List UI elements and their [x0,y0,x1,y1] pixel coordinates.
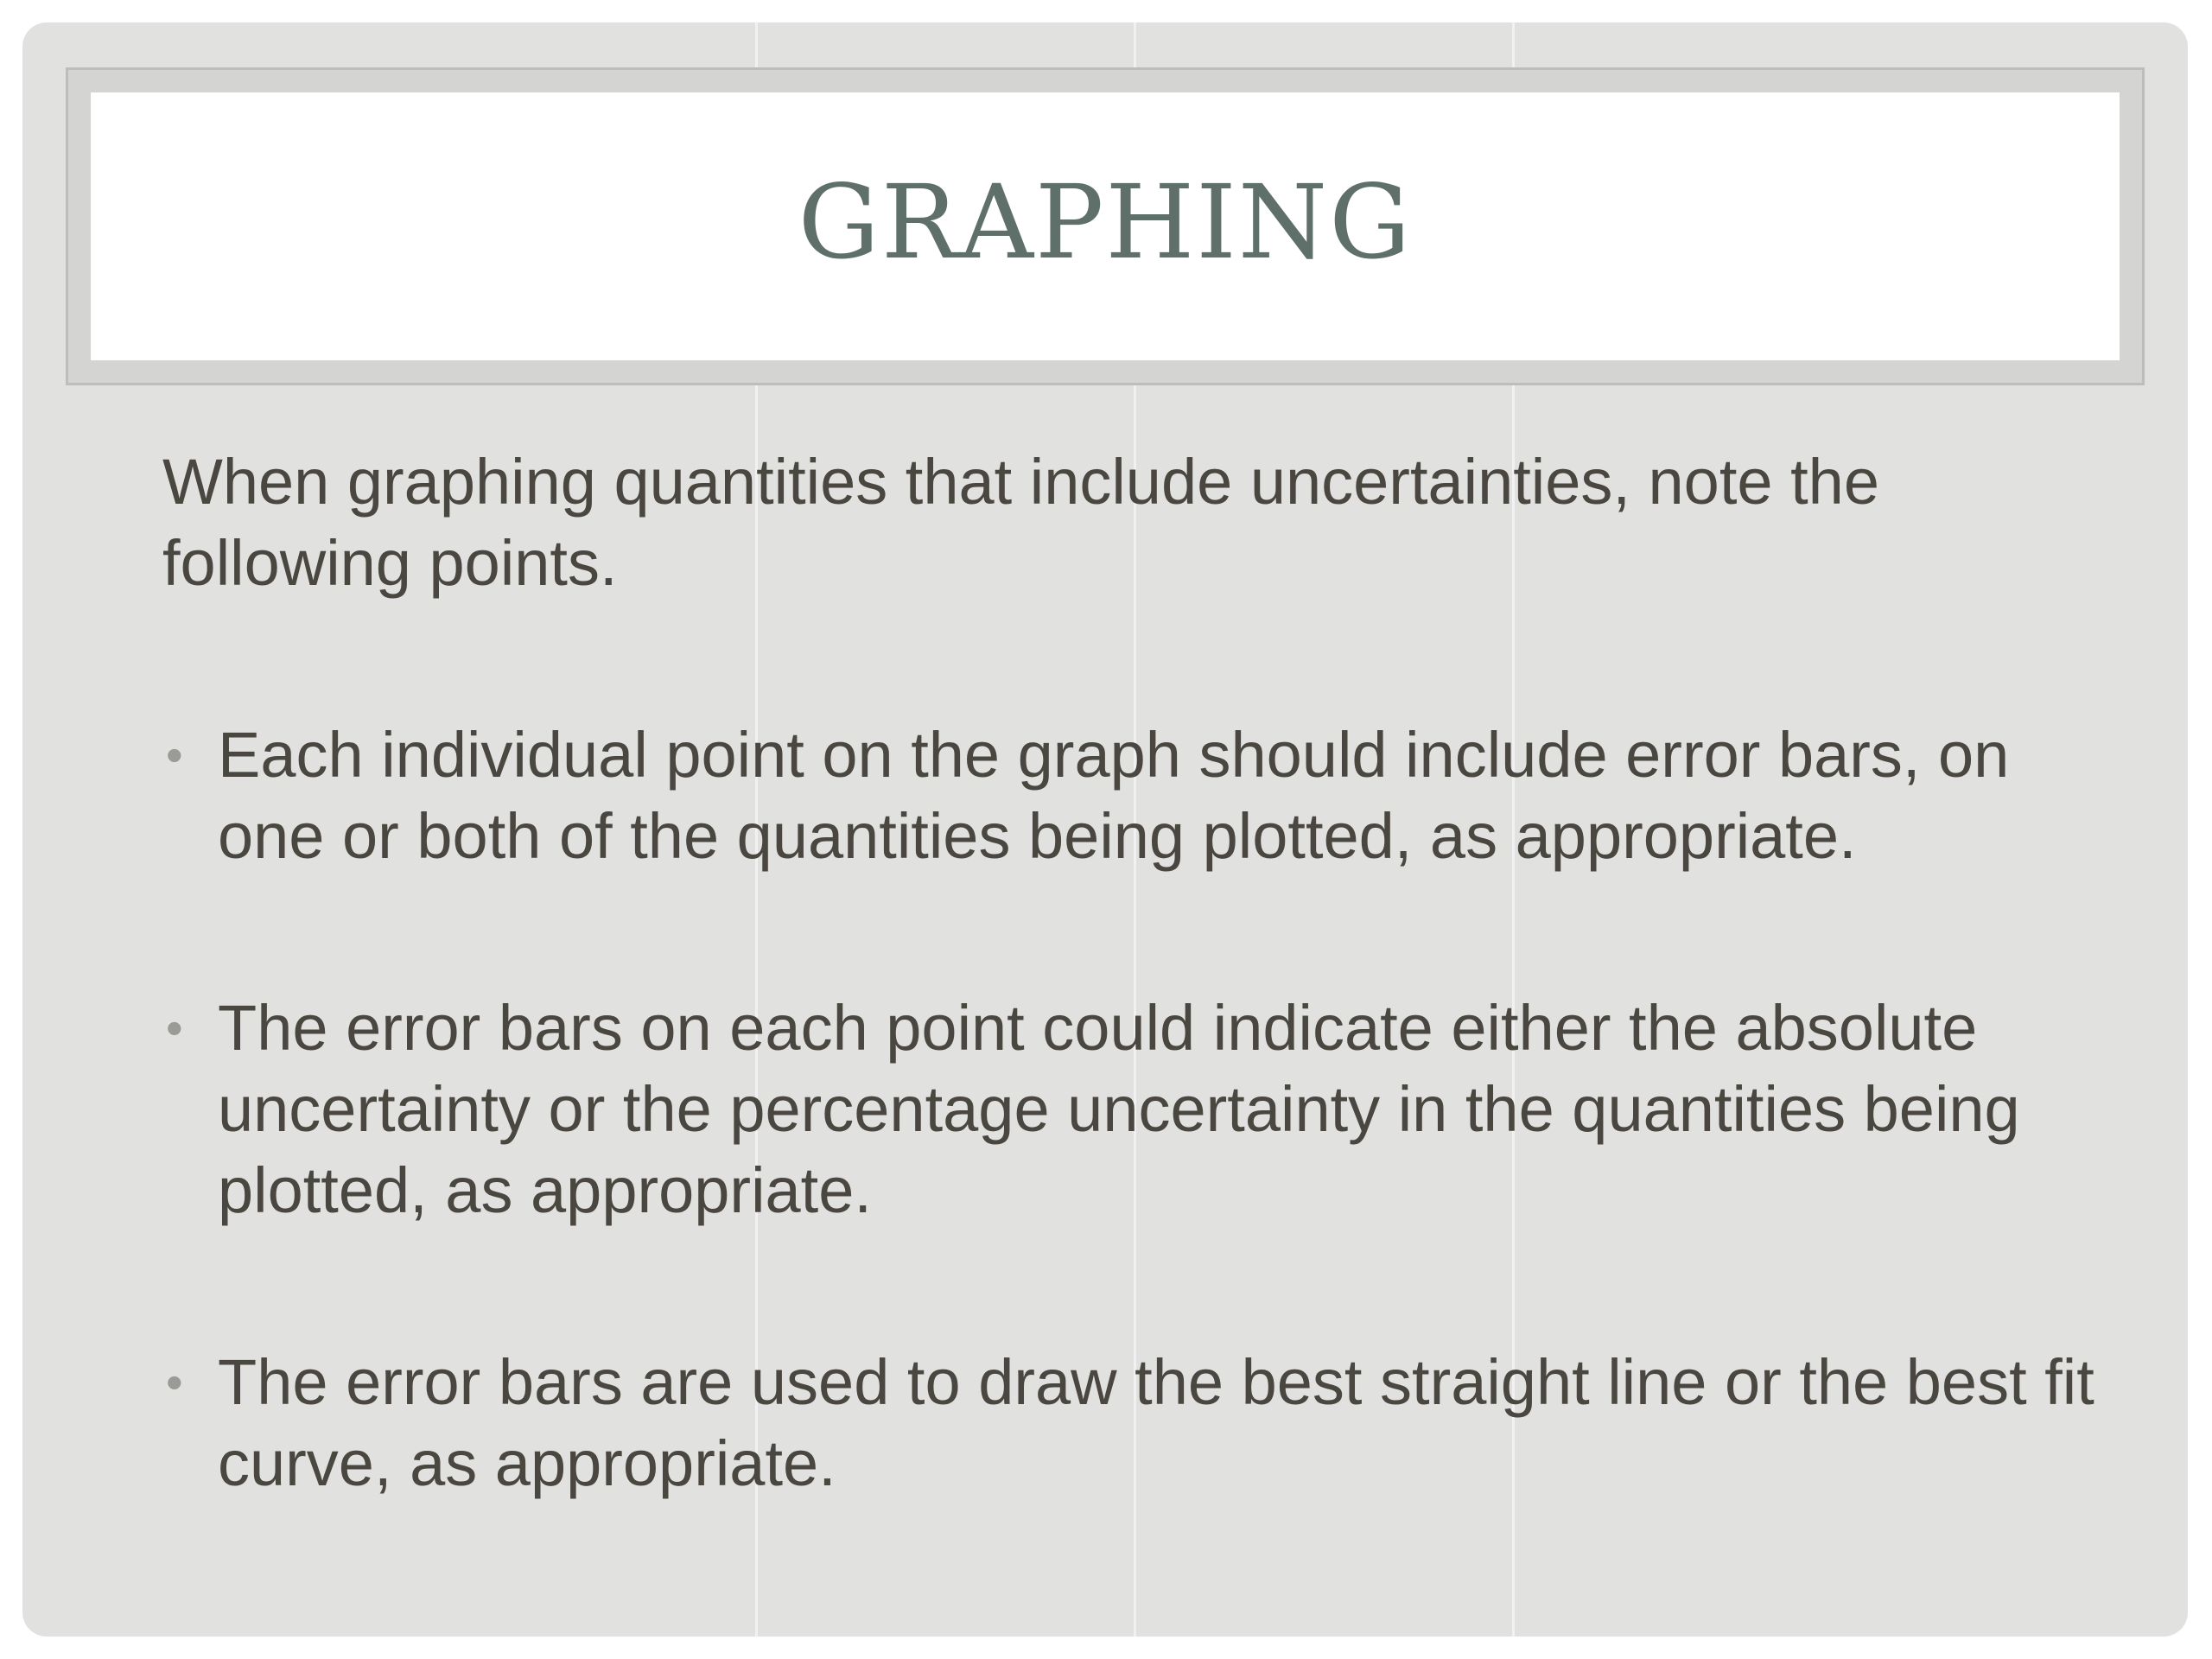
slide [22,22,2188,1637]
bullet-icon: • [166,1355,183,1409]
list-item [162,1342,2115,1504]
list-item [162,988,2115,1231]
list-item [162,715,2115,877]
bullet-text: The error bars are used to draw the best straight line or the best fit curve, as appropriate. [218,1346,2094,1499]
slide-body [162,442,2115,1504]
title-frame [66,67,2145,385]
bullet-icon: • [166,1001,183,1055]
slide-title: GRAPHING [798,162,1413,282]
bullet-text: Each individual point on the graph should include error bars, on one or both of the quantities being plotted, as appropriate. [218,719,2010,872]
title-box [91,92,2120,360]
bullet-icon: • [166,728,183,782]
bullet-text: The error bars on each point could indicate either the absolute uncertainty or the percentage uncertainty in the quantities being plotted, as appropriate. [218,992,2020,1226]
intro-paragraph: When graphing quantities that include uncertainties, note the following points. [162,446,1879,599]
bullet-list [162,715,2115,1504]
